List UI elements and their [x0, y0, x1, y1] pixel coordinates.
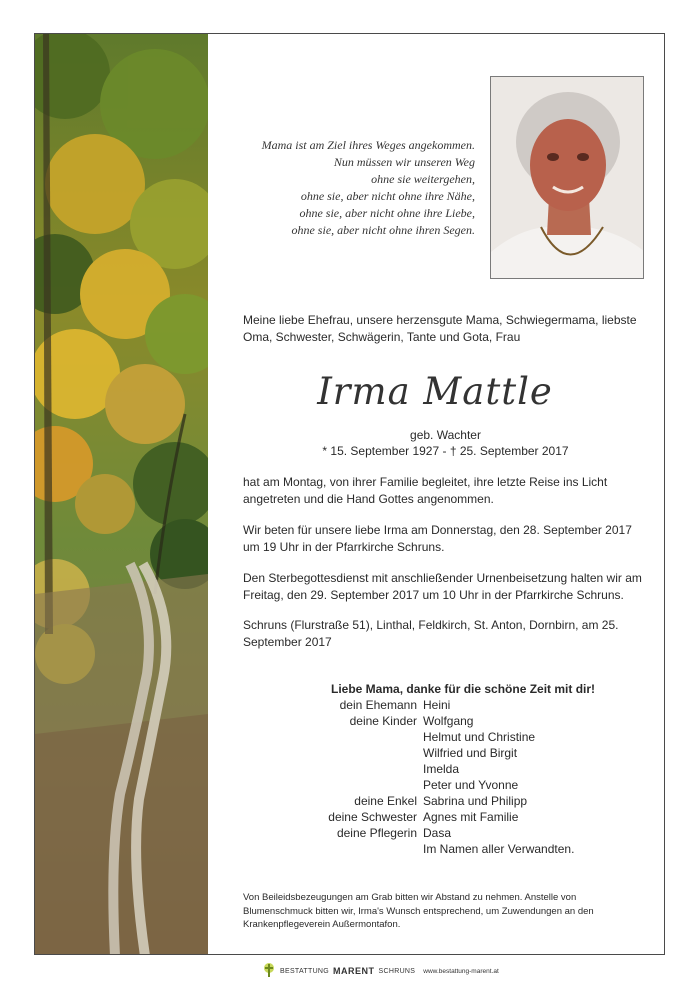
thanks-line: Liebe Mama, danke für die schöne Zeit mit dir!	[331, 682, 596, 696]
birth-death-dates: * 15. September 1927 - † 25. September 2017	[322, 444, 569, 458]
intro-text: Meine liebe Ehefrau, unsere herzensgute Mama, Schwiegermama, liebste Oma, Schwester, Schwägerin, Tante und Gota, Frau	[243, 313, 637, 344]
mourner-row	[243, 793, 574, 809]
quote-line: Nun müssen wir unseren Weg	[333, 155, 475, 169]
quote-line: ohne sie weitergehen,	[371, 172, 475, 186]
condolence-note: Von Beileidsbezeugungen am Grab bitten wir Abstand zu nehmen. Anstelle von Blumenschmuck bitten wir, Irma's Wunsch entsprechend, um Zuwendungen an den Krankenpflegeverein Außermontafon.	[243, 892, 594, 930]
quote-line: ohne sie, aber nicht ohne ihren Segen.	[291, 223, 475, 237]
place-date-paragraph: Schruns (Flurstraße 51), Linthal, Feldkirch, St. Anton, Dornbirn, am 25. September 2017	[243, 618, 619, 649]
forest-path-image	[35, 34, 208, 954]
mourner-name: Wolfgang	[423, 714, 474, 728]
mourner-row	[243, 809, 574, 825]
quote-line: ohne sie, aber nicht ohne ihre Nähe,	[300, 189, 475, 203]
mourner-row	[243, 841, 574, 857]
mourner-row	[243, 761, 574, 777]
mourner-row	[243, 697, 574, 713]
mourner-name: Sabrina und Philipp	[423, 794, 528, 808]
brand-location: SCHRUNS	[378, 967, 416, 975]
prayer-paragraph: Wir beten für unsere liebe Irma am Donnerstag, den 28. September 2017 um 19 Uhr in der Pfarrkirche Schruns.	[243, 523, 632, 554]
mourners-list	[243, 697, 574, 857]
portrait-photo	[490, 76, 644, 279]
mourner-row	[243, 713, 574, 729]
mourner-role: deine Pflegerin	[336, 826, 417, 840]
parte-card	[34, 33, 665, 955]
brand-name: MARENT	[333, 966, 375, 976]
brand-prefix: BESTATTUNG	[280, 967, 330, 975]
quote-line: ohne sie, aber nicht ohne ihre Liebe,	[299, 206, 475, 220]
mourner-role: deine Schwester	[328, 810, 417, 824]
mourner-role: dein Ehemann	[339, 698, 417, 712]
funeral-home-logo-icon	[262, 962, 276, 980]
mourner-role	[243, 745, 423, 761]
funeral-home-footer	[262, 961, 499, 981]
mourner-row	[243, 777, 574, 793]
mourner-name: Helmut und Christine	[423, 730, 536, 744]
passing-paragraph: hat am Montag, von ihrer Familie begleitet, ihre letzte Reise ins Licht angetreten und die Hand Gottes angenommen.	[243, 475, 608, 506]
mourner-name: Im Namen aller Verwandten.	[423, 842, 575, 856]
mourner-row	[243, 825, 574, 841]
mourner-name: Peter und Yvonne	[423, 778, 519, 792]
mourner-name: Wilfried und Birgit	[423, 746, 518, 760]
funeral-paragraph: Den Sterbegottesdienst mit anschließender Urnenbeisetzung halten wir am Freitag, den 29. September 2017 um 10 Uhr in der Pfarrkirche Schruns.	[243, 571, 642, 602]
mourner-row	[243, 729, 574, 745]
mourner-role	[243, 841, 423, 857]
quote-line: Mama ist am Ziel ihres Weges angekommen.	[261, 138, 475, 152]
mourner-name: Agnes mit Familie	[423, 810, 519, 824]
mourner-name: Dasa	[423, 826, 452, 840]
life-dates	[243, 427, 648, 459]
mourner-name: Heini	[423, 698, 451, 712]
mourner-role: deine Kinder	[349, 714, 417, 728]
website-link[interactable]: www.bestattung-marent.at	[423, 967, 499, 975]
memorial-quote	[235, 137, 475, 239]
deceased-name: Irma Mattle	[317, 370, 553, 413]
mourner-row	[243, 745, 574, 761]
maiden-name: geb. Wachter	[410, 428, 481, 442]
mourner-role	[243, 761, 423, 777]
mourner-role	[243, 777, 423, 793]
mourner-role	[243, 729, 423, 745]
mourner-role: deine Enkel	[354, 794, 417, 808]
mourner-name: Imelda	[423, 762, 460, 776]
